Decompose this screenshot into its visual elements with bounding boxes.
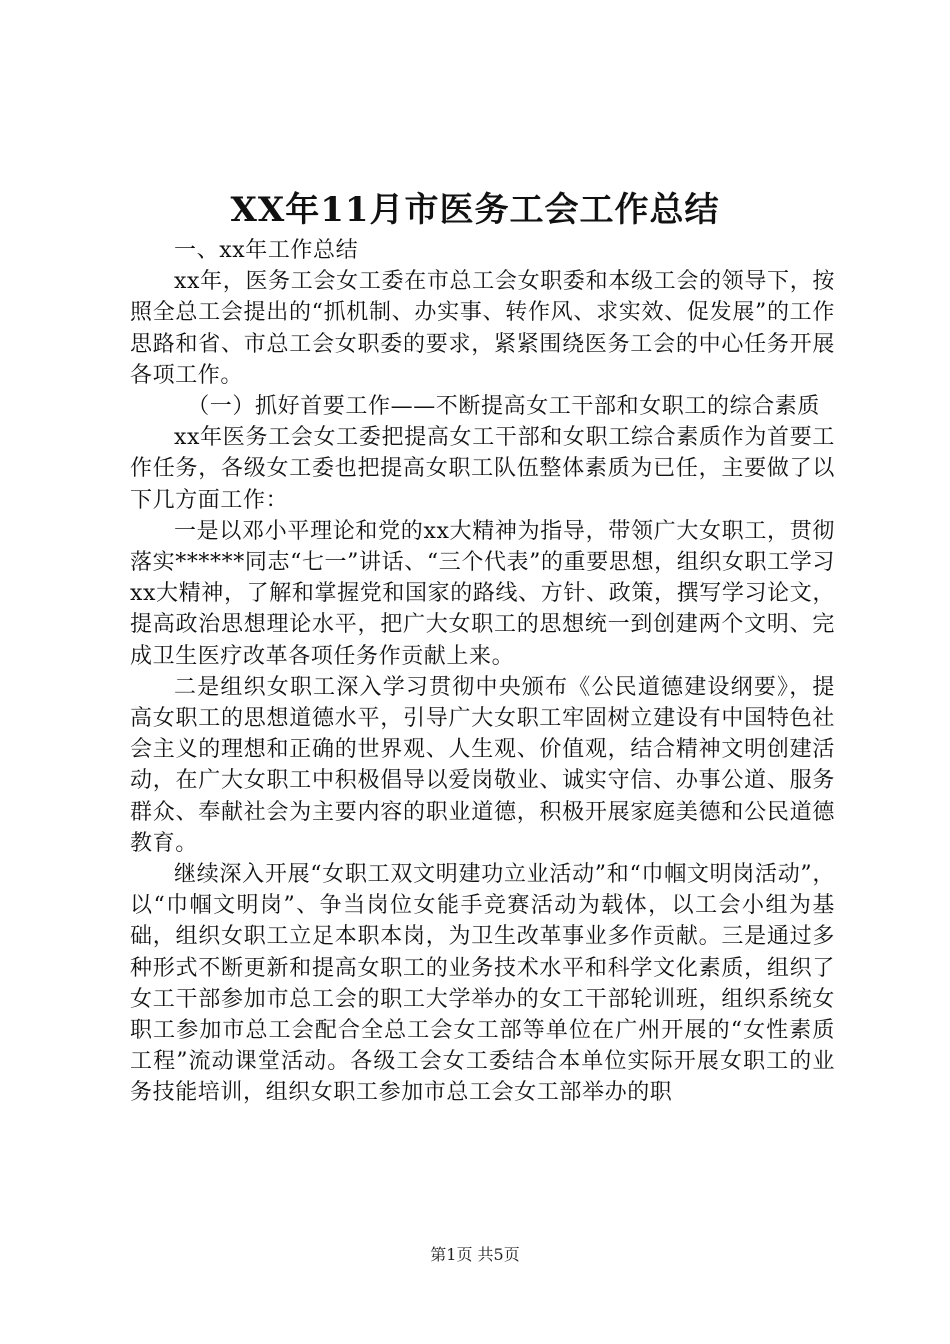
document-body <box>130 235 835 1109</box>
subsection-heading: （一）抓好首要工作——不断提高女工干部和女职工的综合素质 <box>187 394 820 420</box>
paragraph: 一是以邓小平理论和党的xx大精神为指导，带领广大女职工，贯彻落实******同志“七一”讲话、“三个代表”的重要思想，组织女职工学习xx大精神，了解和掌握党和国家的路线、方针、政策，撰写学习论文，提高政治思想理论水平，把广大女职工的思想统一到创建两个文明、完成卫生医疗改革各项任务作贡献上来。 <box>130 518 835 669</box>
paragraph: xx年医务工会女工委把提高女工干部和女职工综合素质作为首要工作任务，各级女工委也把提高女职工队伍整体素质为已任，主要做了以下几方面工作： <box>130 425 835 513</box>
document-title: XX年11月市医务工会工作总结 <box>230 190 720 230</box>
section-heading: 一、xx年工作总结 <box>174 238 359 263</box>
paragraph: xx年，医务工会女工委在市总工会女职委和本级工会的领导下，按照全总工会提出的“抓机制、办实事、转作风、求实效、促发展”的工作思路和省、市总工会女职委的要求，紧紧围绕医务工会的中心任务开展各项工作。 <box>130 269 835 388</box>
paragraph: 继续深入开展“女职工双文明建功立业活动”和“巾帼文明岗活动”，以“巾帼文明岗”、争当岗位女能手竞赛活动为载体，以工会小组为基础，组织女职工立足本职本岗，为卫生改革事业多作贡献。三是通过多种形式不断更新和提高女职工的业务技术水平和科学文化素质，组织了女工干部参加市总工会的职工大学举办的女工干部轮训班，组织系统女职工参加市总工会配合全总工会女工部等单位在广州开展的“女性素质工程”流动课堂活动。各级工会女工委结合本单位实际开展女职工的业务技能培训，组织女职工参加市总工会女工部举办的职 <box>130 862 835 1106</box>
paragraph: 二是组织女职工深入学习贯彻中央颁布《公民道德建设纲要》，提高女职工的思想道德水平，引导广大女职工牢固树立建设有中国特色社会主义的理想和正确的世界观、人生观、价值观，结合精神文明创建活动，在广大女职工中积极倡导以爱岗敬业、诚实守信、办事公道、服务群众、奉献社会为主要内容的职业道德，积极开展家庭美德和公民道德教育。 <box>130 674 835 856</box>
page-footer: 第1页 共5页 <box>430 1245 520 1264</box>
